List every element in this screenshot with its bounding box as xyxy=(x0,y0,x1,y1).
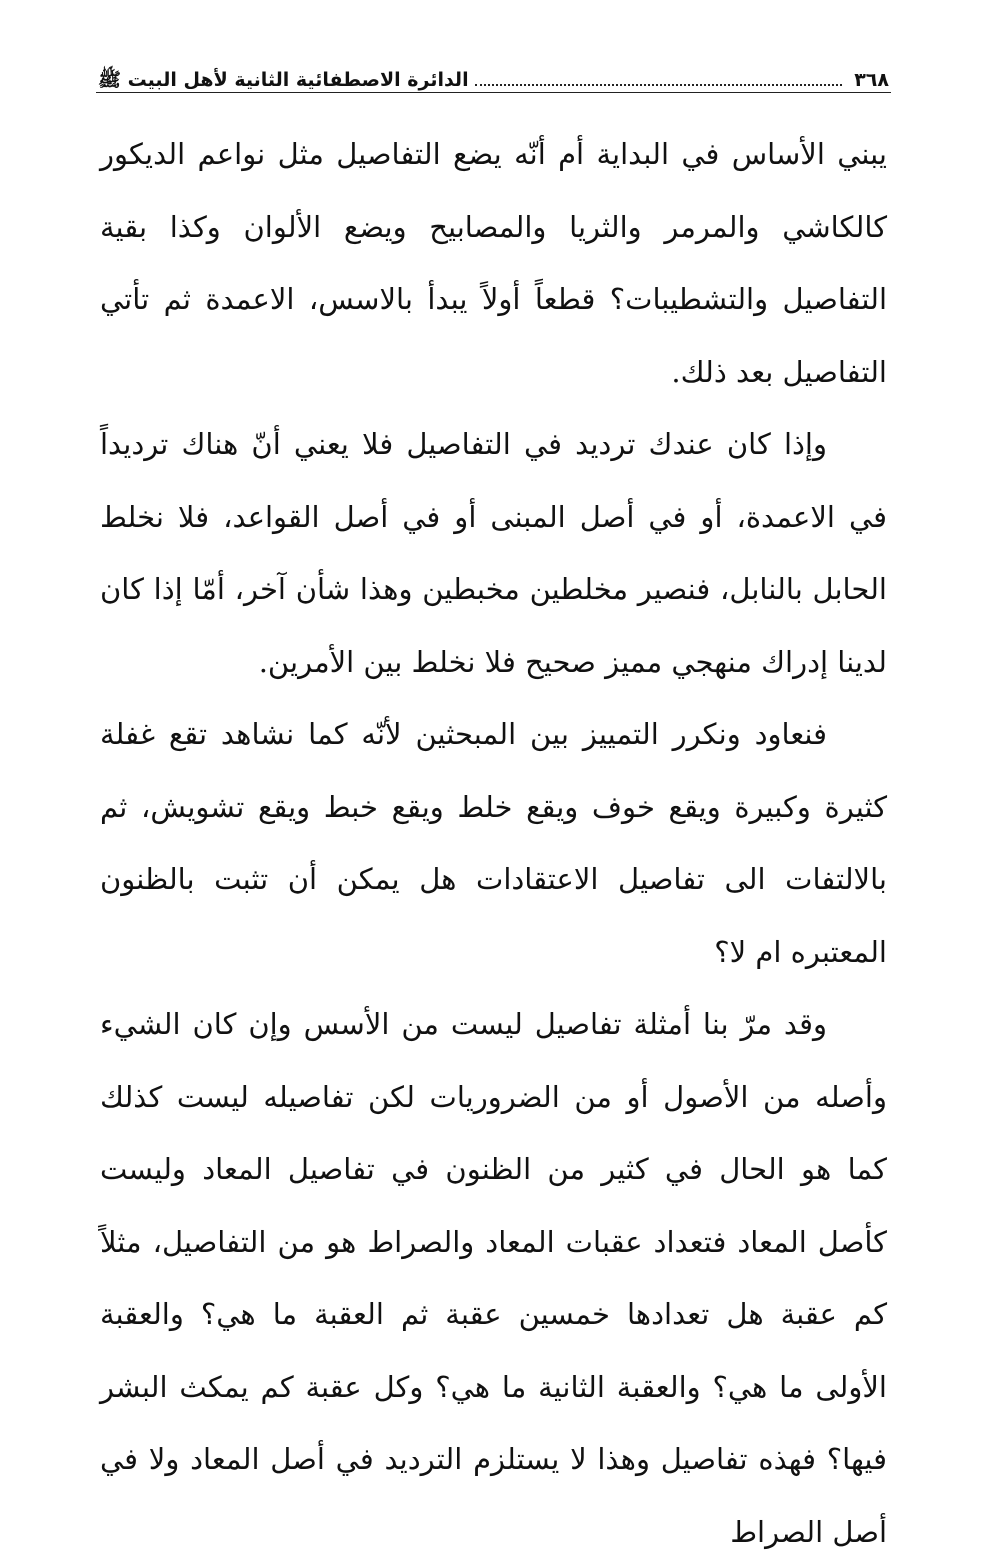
chapter-title: الدائرة الاصطفائية الثانية لأهل البيت ﷺ xyxy=(98,69,469,91)
paragraph: يبني الأساس في البداية أم أنّه يضع التفاصيل مثل نواعم الديكور كالكاشي والمرمر والثريا والمصابيح ويضع الألوان وكذا بقية التفاصيل والتشطيبات؟ قطعاً أولاً يبدأ بالاسس، الاعمدة ثم تأتي التفاصيل بعد ذلك. xyxy=(100,137,887,389)
body-text xyxy=(100,118,887,1568)
page-number: ٣٦٨ xyxy=(854,69,889,91)
paragraph: فنعاود ونكرر التمييز بين المبحثين لأنّه كما نشاهد تقع غفلة كثيرة وكبيرة ويقع خوف ويقع خلط ويقع خبط ويقع تشويش، ثم بالالتفات الى تفاصيل الاعتقادات هل يمكن أن تثبت بالظنون المعتبره ام لا؟ xyxy=(100,717,887,969)
header-divider xyxy=(96,92,891,93)
dot-leader xyxy=(475,80,843,86)
running-header xyxy=(98,52,889,92)
paragraph: وإذا كان عندك ترديد في التفاصيل فلا يعني أنّ هناك ترديداً في الاعمدة، أو في أصل المبنى أو في أصل القواعد، فلا نخلط الحابل بالنابل، فنصير مخلطين مخبطين وهذا شأن آخر، أمّا إذا كان لدينا إدراك منهجي مميز صحيح فلا نخلط بين الأمرين. xyxy=(100,427,887,679)
paragraph: وقد مرّ بنا أمثلة تفاصيل ليست من الأسس وإن كان الشيء وأصله من الأصول أو من الضروريات لكن تفاصيله ليست كذلك كما هو الحال في كثير من الظنون في تفاصيل المعاد وليست كأصل المعاد فتعداد عقبات المعاد والصراط هو من التفاصيل، مثلاً كم عقبة هل تعدادها خمسين عقبة ثم العقبة ما هي؟ والعقبة الأولى ما هي؟ والعقبة الثانية ما هي؟ وكل عقبة كم يمكث البشر فيها؟ فهذه تفاصيل وهذا لا يستلزم الترديد في أصل المعاد ولا في أصل الصراط xyxy=(100,1007,887,1549)
